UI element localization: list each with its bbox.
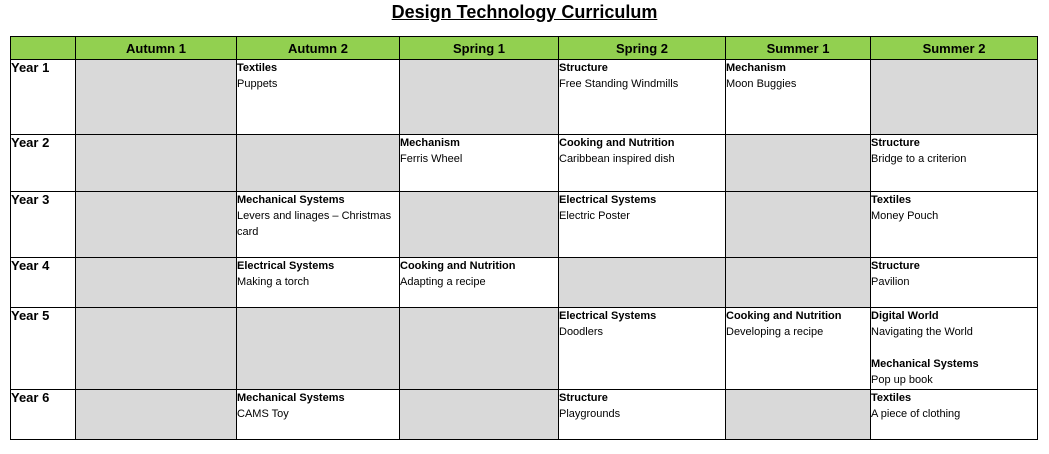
unit-detail: Doodlers <box>559 326 604 338</box>
unit-detail: Electric Poster <box>559 210 630 222</box>
unit-detail: Free Standing Windmills <box>559 78 679 90</box>
unit-cell <box>237 192 400 258</box>
page-title: Design Technology Curriculum <box>391 2 658 22</box>
header-row <box>11 37 1038 60</box>
empty-cell <box>400 390 559 440</box>
unit-topic: Electrical Systems <box>559 310 657 322</box>
unit-detail: Bridge to a criterion <box>871 153 967 165</box>
row-header-year: Year 3 <box>11 192 76 258</box>
unit-cell <box>559 390 726 440</box>
unit-topic: Mechanical Systems <box>871 358 979 370</box>
unit-topic: Textiles <box>871 194 912 206</box>
empty-cell <box>76 308 237 390</box>
unit-topic: Electrical Systems <box>237 260 335 272</box>
unit-detail: Developing a recipe <box>726 326 824 338</box>
column-header-spring-1: Spring 1 <box>400 37 559 60</box>
unit-cell <box>237 390 400 440</box>
unit-topic: Digital World <box>871 310 939 322</box>
unit-detail: Moon Buggies <box>726 78 797 90</box>
column-header-corner <box>11 37 76 60</box>
unit-detail: Caribbean inspired dish <box>559 153 675 165</box>
spacer <box>871 340 1037 356</box>
row-header-year: Year 2 <box>11 135 76 192</box>
row-header-year: Year 6 <box>11 390 76 440</box>
column-header-autumn-2: Autumn 2 <box>237 37 400 60</box>
unit-cell <box>559 60 726 135</box>
empty-cell <box>76 60 237 135</box>
unit-cell <box>726 60 871 135</box>
unit-cell <box>237 60 400 135</box>
table-row <box>11 192 1038 258</box>
unit-detail: Navigating the World <box>871 326 973 338</box>
empty-cell <box>76 258 237 308</box>
unit-topic: Structure <box>559 392 608 404</box>
unit-detail: Making a torch <box>237 276 310 288</box>
unit-detail: CAMS Toy <box>237 408 289 420</box>
column-header-summer-1: Summer 1 <box>726 37 871 60</box>
unit-topic: Mechanical Systems <box>237 194 345 206</box>
unit-detail: A piece of clothing <box>871 408 961 420</box>
unit-cell <box>871 192 1038 258</box>
unit-topic: Structure <box>871 260 920 272</box>
empty-cell <box>871 60 1038 135</box>
unit-detail: Pop up book <box>871 374 933 386</box>
unit-topic: Textiles <box>237 62 278 74</box>
table-row <box>11 390 1038 440</box>
column-header-spring-2: Spring 2 <box>559 37 726 60</box>
row-header-year: Year 5 <box>11 308 76 390</box>
unit-cell <box>559 192 726 258</box>
unit-cell <box>871 135 1038 192</box>
table-row <box>11 135 1038 192</box>
unit-cell <box>871 258 1038 308</box>
unit-topic: Structure <box>559 62 608 74</box>
unit-cell <box>559 308 726 390</box>
unit-cell <box>237 258 400 308</box>
empty-cell <box>400 308 559 390</box>
empty-cell <box>76 390 237 440</box>
empty-cell <box>726 135 871 192</box>
unit-cell <box>400 135 559 192</box>
row-header-year: Year 1 <box>11 60 76 135</box>
empty-cell <box>237 308 400 390</box>
unit-cell <box>871 308 1038 390</box>
unit-topic: Cooking and Nutrition <box>559 137 675 149</box>
curriculum-table <box>10 36 1038 440</box>
row-header-year: Year 4 <box>11 258 76 308</box>
empty-cell <box>726 258 871 308</box>
empty-cell <box>237 135 400 192</box>
empty-cell <box>726 390 871 440</box>
unit-cell <box>400 258 559 308</box>
empty-cell <box>76 192 237 258</box>
unit-topic: Cooking and Nutrition <box>400 260 516 272</box>
column-header-summer-2: Summer 2 <box>871 37 1038 60</box>
unit-detail: Adapting a recipe <box>400 276 486 288</box>
empty-cell <box>559 258 726 308</box>
empty-cell <box>726 192 871 258</box>
unit-topic: Cooking and Nutrition <box>726 310 842 322</box>
empty-cell <box>76 135 237 192</box>
unit-topic: Mechanism <box>726 62 786 74</box>
unit-detail: Money Pouch <box>871 210 939 222</box>
empty-cell <box>400 192 559 258</box>
table-row <box>11 308 1038 390</box>
unit-detail: Playgrounds <box>559 408 621 420</box>
unit-detail: Pavilion <box>871 276 910 288</box>
unit-detail: Levers and linages – Christmas card <box>237 210 392 238</box>
unit-cell <box>559 135 726 192</box>
table-row <box>11 258 1038 308</box>
unit-detail: Puppets <box>237 78 278 90</box>
unit-topic: Mechanism <box>400 137 460 149</box>
unit-cell <box>726 308 871 390</box>
unit-topic: Textiles <box>871 392 912 404</box>
empty-cell <box>400 60 559 135</box>
unit-cell <box>871 390 1038 440</box>
table-row <box>11 60 1038 135</box>
unit-topic: Mechanical Systems <box>237 392 345 404</box>
unit-detail: Ferris Wheel <box>400 153 463 165</box>
unit-topic: Electrical Systems <box>559 194 657 206</box>
unit-topic: Structure <box>871 137 920 149</box>
column-header-autumn-1: Autumn 1 <box>76 37 237 60</box>
